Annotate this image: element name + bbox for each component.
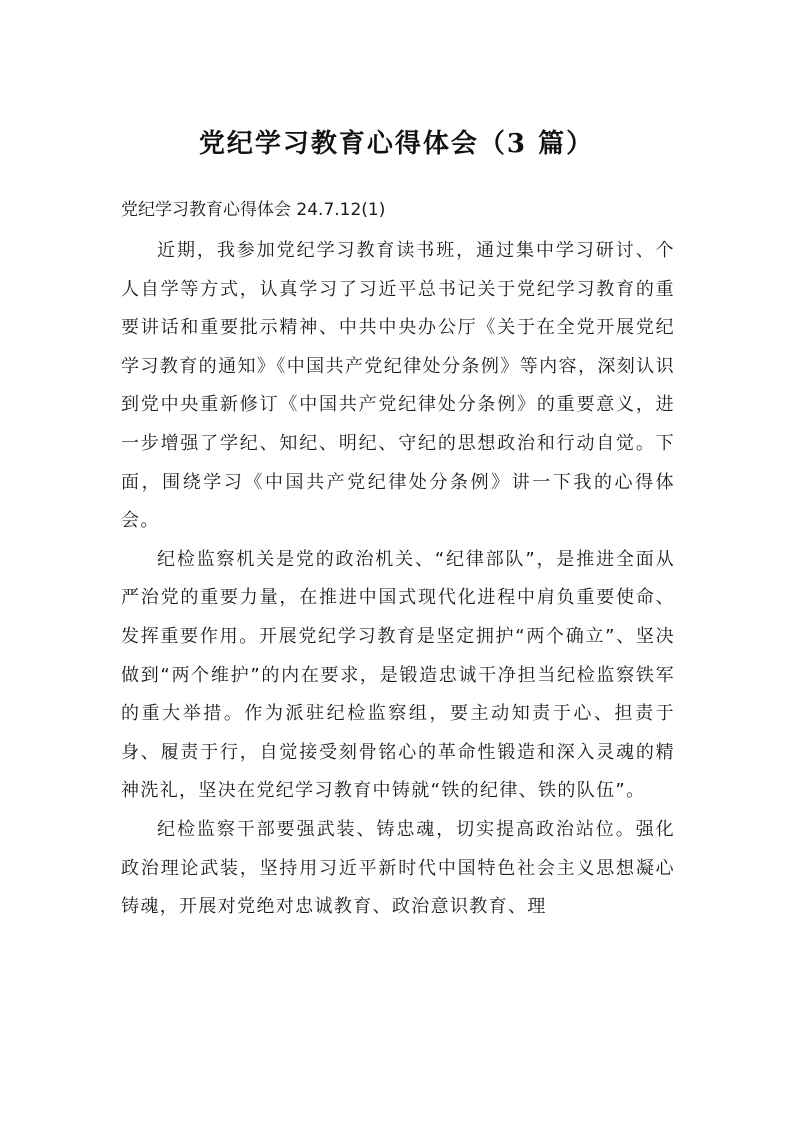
document-body: [121, 232, 675, 927]
document-subtitle: 党纪学习教育心得体会 24.7.12(1): [121, 200, 386, 220]
paragraph-3: 纪检监察干部要强武装、铸忠魂，切实提高政治站位。强化政治理论武装，坚持用习近平新时代中国特色社会主义思想凝心铸魂，开展对党绝对忠诚教育、政治意识教育、理: [121, 818, 675, 918]
document-title: 党纪学习教育心得体会（3 篇）: [198, 129, 595, 159]
paragraph-1: 近期，我参加党纪学习教育读书班，通过集中学习研讨、个人自学等方式，认真学习了习近平总书记关于党纪学习教育的重要讲话和重要批示精神、中共中央办公厅《关于在全党开展党纪学习教育的通知》《中国共产党纪律处分条例》等内容，深刻认识到党中央重新修订《中国共产党纪律处分条例》的重要意义，进一步增强了学纪、知纪、明纪、守纪的思想政治和行动自觉。下面，围绕学习《中国共产党纪律处分条例》讲一下我的心得体会。: [121, 240, 675, 532]
paragraph-2: 纪检监察机关是党的政治机关、“纪律部队”，是推进全面从严治党的重要力量，在推进中国式现代化进程中肩负重要使命、发挥重要作用。开展党纪学习教育是坚定拥护“两个确立”、坚决做到“两个维护”的内在要求，是锻造忠诚干净担当纪检监察铁军的重大举措。作为派驻纪检监察组，要主动知责于心、担责于身、履责于行，自觉接受刻骨铭心的革命性锻造和深入灵魂的精神洗礼，坚决在党纪学习教育中铸就“铁的纪律、铁的队伍”。: [121, 548, 675, 802]
